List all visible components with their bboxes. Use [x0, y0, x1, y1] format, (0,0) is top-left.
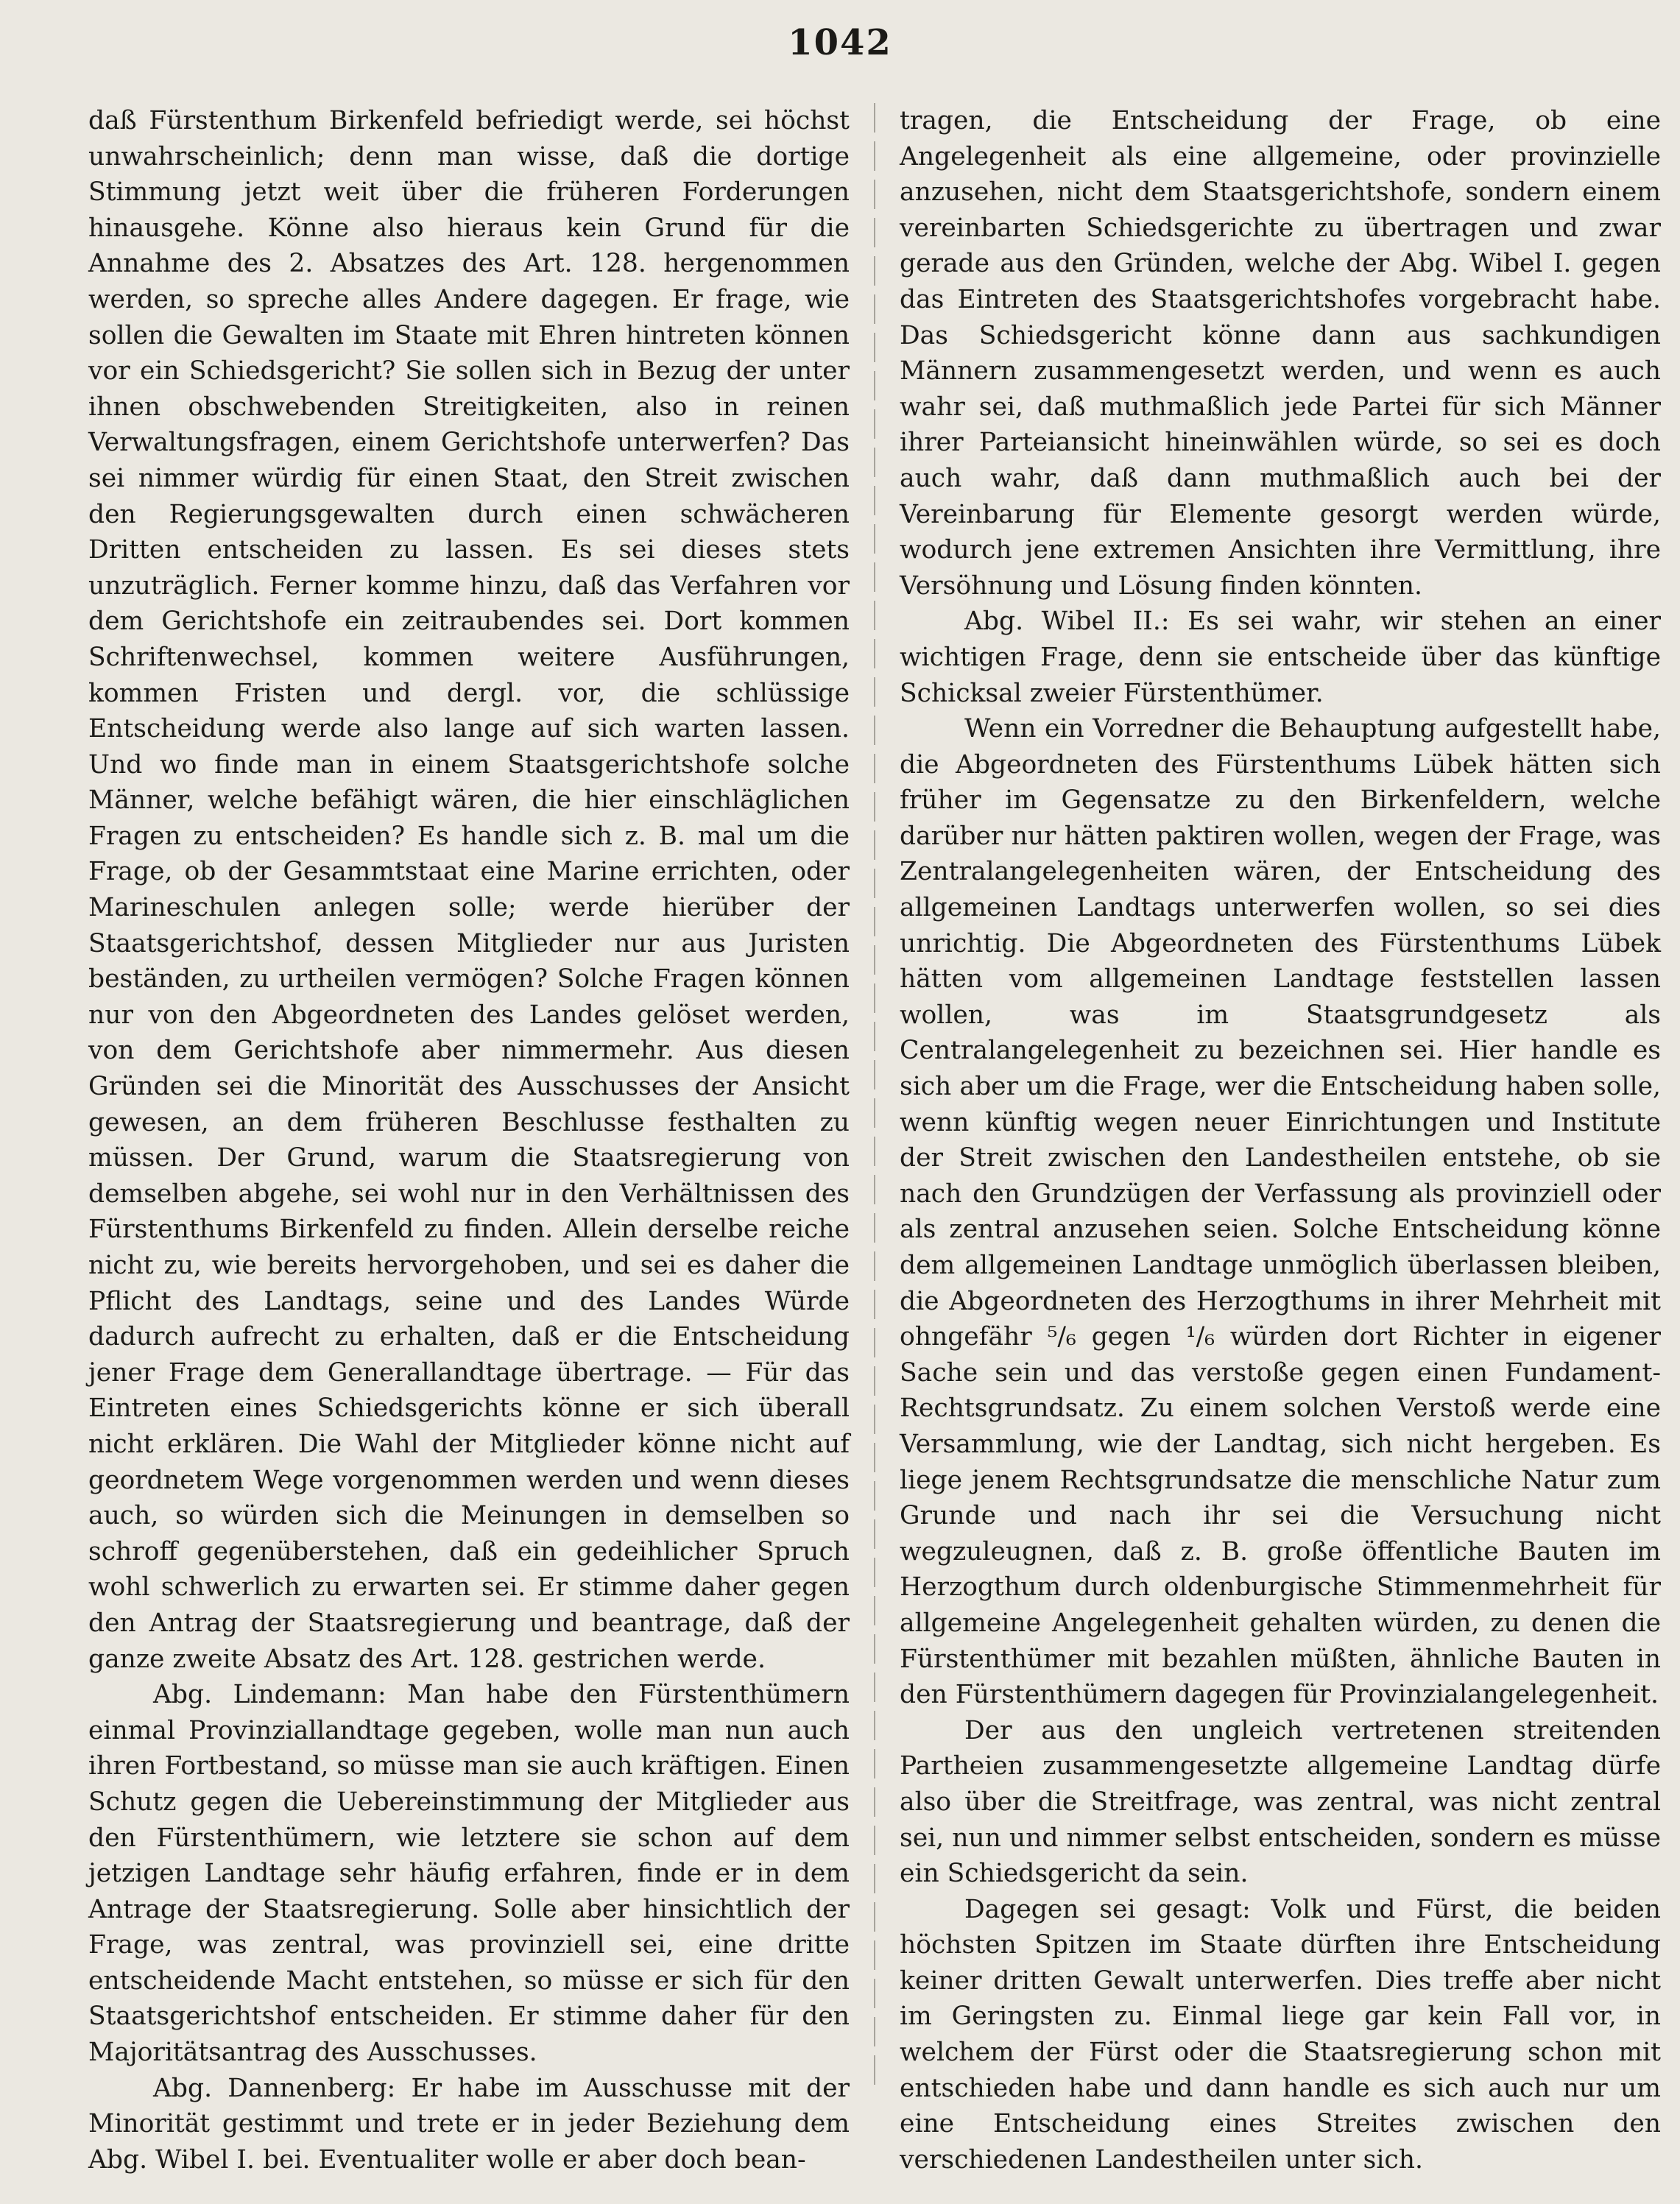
left-column [88, 103, 850, 2177]
paragraph: Abg. Lindemann: Man habe den Fürstenthümern einmal Provinziallandtage gegeben, wolle man nun auch ihren Fortbestand, so müsse man sie auch kräftigen. Einen Schutz gegen die Uebereinstimmung der Mitglieder aus den Fürstenthümern, wie letztere sie schon auf dem jetzigen Landtage sehr häufig erfahren, finde er in dem Antrage der Staatsregierung. Solle aber hinsichtlich der Frage, was zentral, was provinziell sei, eine dritte entscheidende Macht entstehen, so müsse er sich für den Staatsgerichtshof entscheiden. Er stimme daher für den Majoritätsantrag des Ausschusses. [88, 1680, 850, 2068]
paragraph: Dagegen sei gesagt: Volk und Fürst, die beiden höchsten Spitzen im Staate dürften ihre Entscheidung keiner dritten Gewalt unterwerfen. Dies treffe aber nicht im Geringsten zu. Einmal liege gar kein Fall vor, in welchem der Fürst oder die Staatsregierung schon mit entschieden habe und dann handle es sich auch nur um eine Entscheidung eines Streites zwischen den verschiedenen Landestheilen unter sich. [900, 1894, 1661, 2175]
paragraph: tragen, die Entscheidung der Frage, ob eine Angelegenheit als eine allgemeine, oder provinzielle anzusehen, nicht dem Staatsgerichtshofe, sondern einem vereinbarten Schiedsgerichte zu übertragen und zwar gerade aus den Gründen, welche der Abg. Wibel I. gegen das Eintreten des Staatsgerichtshofes vorgebracht habe. Das Schiedsgericht könne dann aus sachkundigen Männern zusammengesetzt werden, und wenn es auch wahr sei, daß muthmaßlich jede Partei für sich Männer ihrer Parteiansicht hineinwählen würde, so sei es doch auch wahr, daß dann muthmaßlich auch bei der Vereinbarung für Elemente gesorgt werden würde, wodurch jene extremen Ansichten ihre Vermittlung, ihre Versöhnung und Lösung finden könnten. [900, 106, 1661, 601]
page-number: 1042 [788, 22, 892, 63]
right-column [900, 103, 1661, 2177]
paragraph: Abg. Wibel II.: Es sei wahr, wir stehen an einer wichtigen Frage, denn sie entscheide über das künftige Schicksal zweier Fürstenthümer. [900, 607, 1661, 708]
paragraph: Abg. Dannenberg: Er habe im Ausschusse mit der Minorität gestimmt und trete er in jeder Beziehung dem Abg. Wibel I. bei. Eventualiter wolle er aber doch bean- [88, 2073, 850, 2175]
paragraph: daß Fürstenthum Birkenfeld befriedigt werde, sei höchst unwahrscheinlich; denn man wisse, daß die dortige Stimmung jetzt weit über die früheren Forderungen hinausgehe. Könne also hieraus kein Grund für die Annahme des 2. Absatzes des Art. 128. hergenommen werden, so spreche alles Andere dagegen. Er frage, wie sollen die Gewalten im Staate mit Ehren hintreten können vor ein Schiedsgericht? Sie sollen sich in Bezug der unter ihnen obschwebenden Streitigkeiten, also in reinen Verwaltungsfragen, einem Gerichtshofe unterwerfen? Das sei nimmer würdig für einen Staat, den Streit zwischen den Regierungsgewalten durch einen schwächeren Dritten entscheiden zu lassen. Es sei dieses stets unzuträglich. Ferner komme hinzu, daß das Verfahren vor dem Gerichtshofe ein zeitraubendes sei. Dort kommen Schriftenwechsel, kommen weitere Ausführungen, kommen Fristen und dergl. vor, die schlüssige Entscheidung werde also lange auf sich warten lassen. Und wo finde man in einem Staatsgerichtshofe solche Männer, welche befähigt wären, die hier einschläglichen Fragen zu entscheiden? Es handle sich z. B. mal um die Frage, ob der Gesammtstaat eine Marine errichten, oder Marineschulen anlegen solle; werde hierüber der Staatsgerichtshof, dessen Mitglieder nur aus Juristen beständen, zu urtheilen vermögen? Solche Fragen können nur von den Abgeordneten des Landes gelöset werden, von dem Gerichtshofe aber nimmermehr. Aus diesen Gründen sei die Minorität des Ausschusses der Ansicht gewesen, an dem früheren Beschlusse festhalten zu müssen. Der Grund, warum die Staatsregierung von demselben abgehe, sei wohl nur in den Verhältnissen des Fürstenthums Birkenfeld zu finden. Allein derselbe reiche nicht zu, wie bereits hervorgehoben, und sei es daher die Pflicht des Landtags, seine und des Landes Würde dadurch aufrecht zu erhalten, daß er die Entscheidung jener Frage dem Generallandtage übertrage. — Für das Eintreten eines Schiedsgerichts könne er sich überall nicht erklären. Die Wahl der Mitglieder könne nicht auf geordnetem Wege vorgenommen werden und wenn dieses auch, so würden sich die Meinungen in demselben so schroff gegenüberstehen, daß ein gedeihlicher Spruch wohl schwerlich zu erwarten sei. Er stimme daher gegen den Antrag der Staatsregierung und beantrage, daß der ganze zweite Absatz des Art. 128. gestrichen werde. [88, 106, 850, 1674]
paragraph: Wenn ein Vorredner die Behauptung aufgestellt habe, die Abgeordneten des Fürstenthums Lübek hätten sich früher im Gegensatze zu den Birkenfeldern, welche darüber nur hätten paktiren wollen, wegen der Frage, was Zentralangelegenheiten wären, der Entscheidung des allgemeinen Landtags unterwerfen wollen, so sei dies unrichtig. Die Abgeordneten des Fürstenthums Lübek hätten vom allgemeinen Landtage feststellen lassen wollen, was im Staatsgrundgesetz als Centralangelegenheit zu bezeichnen sei. Hier handle es sich aber um die Frage, wer die Entscheidung haben solle, wenn künftig wegen neuer Einrichtungen und Institute der Streit zwischen den Landestheilen entstehe, ob sie nach den Grundzügen der Verfassung als provinziell oder als zentral anzusehen seien. Solche Entscheidung könne dem allgemeinen Landtage unmöglich überlassen bleiben, die Abgeordneten des Herzogthums in ihrer Mehrheit mit ohngefähr ⁵/₆ gegen ¹/₆ würden dort Richter in eigener Sache sein und das verstoße gegen einen Fundament-Rechtsgrundsatz. Zu einem solchen Verstoß werde eine Versammlung, wie der Landtag, sich nicht hergeben. Es liege jenem Rechtsgrundsatze die menschliche Natur zum Grunde und nach ihr sei die Versuchung nicht wegzuleugnen, daß z. B. große öffentliche Bauten im Herzogthum durch oldenburgische Stimmenmehrheit für allgemeine Angelegenheit gehalten würden, zu denen die Fürstenthümer mit bezahlen müßten, ähnliche Bauten in den Fürstenthümern dagegen für Provinzialangelegenheit. [900, 714, 1661, 1710]
paragraph: Der aus den ungleich vertretenen streitenden Partheien zusammengesetzte allgemeine Landtag dürfe also über die Streitfrage, was zentral, was nicht zentral sei, nun und nimmer selbst entscheiden, sondern es müsse ein Schiedsgericht da sein. [900, 1715, 1661, 1889]
column-divider [874, 103, 875, 2091]
